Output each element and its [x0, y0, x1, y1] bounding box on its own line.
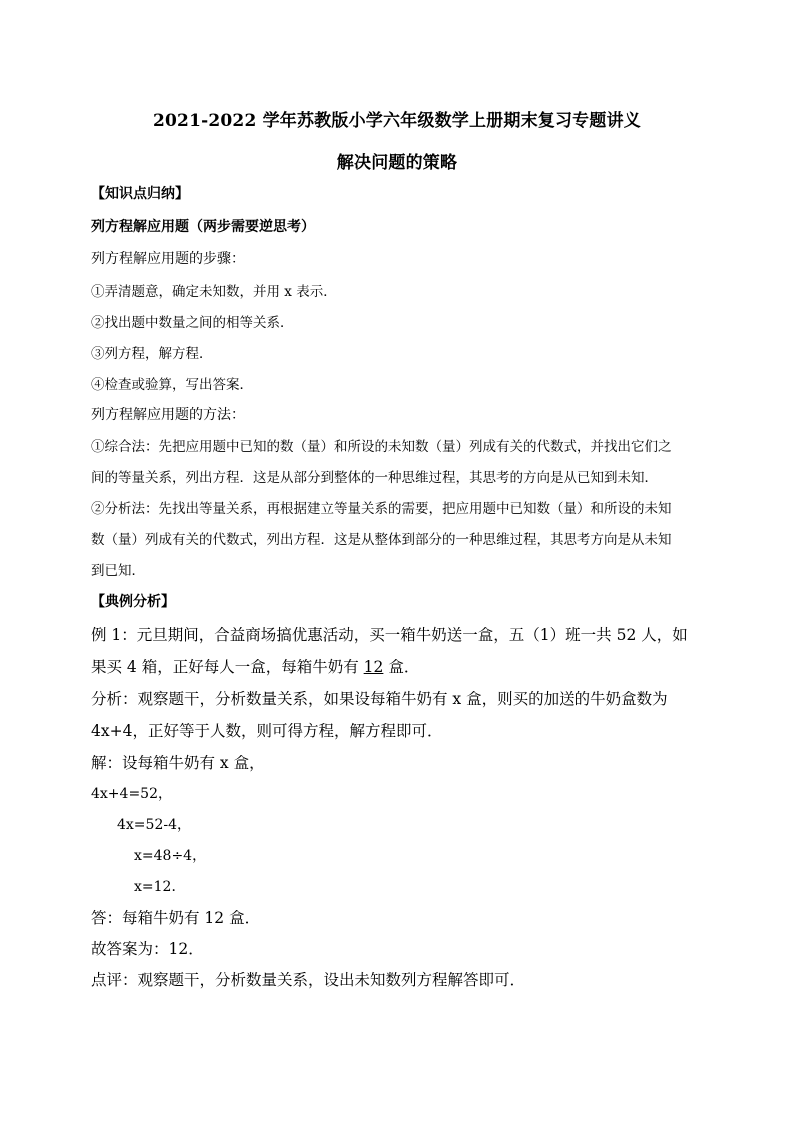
analysis-line: 分析：观察题干，分析数量关系，如果设每箱牛奶有 x 盒，则买的加送的牛奶盒数为 — [91, 690, 668, 708]
example-question-line: 例 1：元旦期间，合益商场搞优惠活动，买一箱牛奶送一盒，五（1）班一共 52 人，如 — [91, 626, 688, 644]
analysis-line: 4x+4，正好等于人数，则可得方程，解方程即可． — [91, 722, 443, 740]
method-analysis-line: ②分析法：先找出等量关系，再根据建立等量关系的需要，把应用题中已知数（量）和所设的未知 — [91, 501, 672, 517]
example-header: 【典例分析】 — [91, 594, 175, 610]
document-title: 2021-2022 学年苏教版小学六年级数学上册期末复习专题讲义 — [152, 111, 641, 131]
method-analysis-line: 到已知． — [91, 563, 145, 579]
topic-heading: 列方程解应用题（两步需要逆思考） — [91, 219, 315, 235]
equation-line: x=48÷4， — [134, 848, 207, 864]
answer-line: 答：每箱牛奶有 12 盒． — [91, 909, 261, 927]
equation-line: x=12． — [134, 879, 186, 895]
method-synthesis-line: 间的等量关系，列出方程．这是从部分到整体的一种思维过程，其思考的方向是从已知到未知． — [91, 470, 658, 486]
final-answer-line: 故答案为：12． — [91, 940, 204, 958]
steps-title: 列方程解应用题的步骤： — [91, 251, 245, 267]
methods-title: 列方程解应用题的方法： — [91, 407, 245, 423]
step-item: ④检查或验算，写出答案． — [91, 377, 253, 393]
step-item: ③列方程，解方程． — [91, 346, 213, 362]
example-question-text: 盒． — [383, 658, 420, 676]
method-analysis-line: 数（量）列成有关的代数式，列出方程．这是从整体到部分的一种思维过程，其思考方向是从未知 — [91, 532, 672, 548]
example-question-line — [91, 655, 419, 677]
example-question-text: 果买 4 箱，正好每人一盒，每箱牛奶有 — [91, 658, 364, 676]
equation-line: 4x=52-4， — [117, 817, 191, 833]
comment-line: 点评：观察题干，分析数量关系，设出未知数列方程解答即可． — [91, 971, 526, 989]
method-synthesis-line: ①综合法：先把应用题中已知的数（量）和所设的未知数（量）列成有关的代数式，并找出它们之 — [91, 439, 672, 455]
document-subtitle: 解决问题的策略 — [336, 153, 458, 173]
step-item: ②找出题中数量之间的相等关系． — [91, 315, 294, 331]
example-answer-blank: 12 — [363, 658, 384, 676]
solution-intro: 解：设每箱牛奶有 x 盒， — [91, 754, 265, 772]
knowledge-header: 【知识点归纳】 — [91, 186, 189, 202]
equation-line: 4x+4=52， — [91, 786, 172, 802]
step-item: ①弄清题意，确定未知数，并用 x 表示． — [91, 284, 337, 300]
